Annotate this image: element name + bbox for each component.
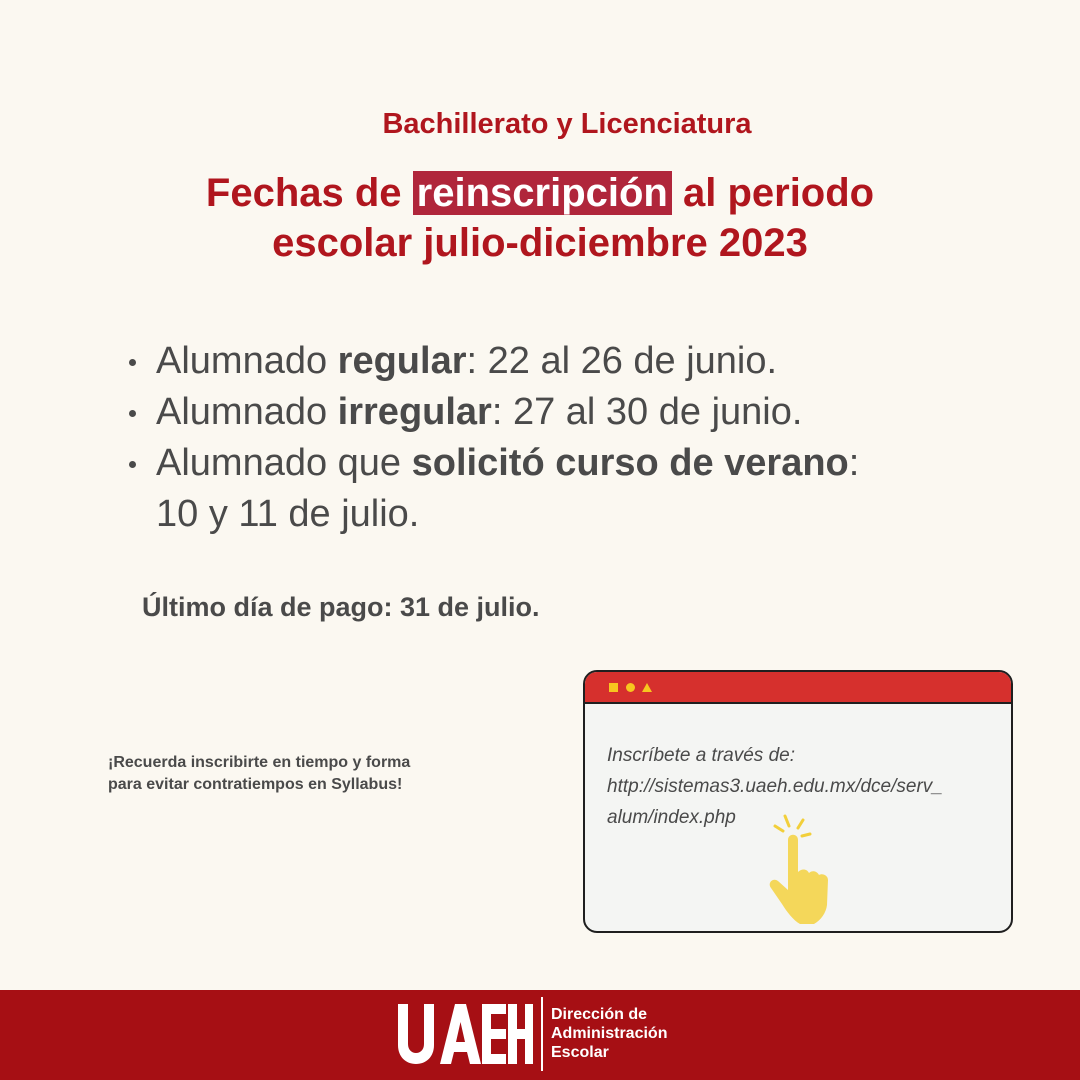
- schedule-item-bold: solicitó curso de verano: [411, 442, 849, 484]
- department-line-3: Escolar: [551, 1044, 609, 1061]
- reminder-line-2: para evitar contratiempos en Syllabus!: [108, 776, 403, 793]
- schedule-item-prefix: Alumnado: [156, 391, 338, 433]
- triangle-icon: [642, 683, 652, 692]
- reminder-note: [108, 752, 508, 796]
- browser-title-bar: [585, 672, 1011, 704]
- schedule-item-prefix: Alumnado que: [156, 442, 412, 484]
- schedule-item-bold: irregular: [337, 391, 492, 433]
- reminder-line-1: ¡Recuerda inscribirte en tiempo y forma: [108, 754, 411, 771]
- circle-icon: [626, 683, 635, 692]
- payment-deadline: Último día de pago: 31 de julio.: [142, 592, 540, 622]
- browser-window-card: [583, 670, 1013, 933]
- page-title: [0, 168, 1080, 268]
- department-line-1: Dirección de: [551, 1006, 648, 1023]
- schedule-list: [156, 336, 876, 540]
- department-line-2: Administración: [551, 1025, 668, 1042]
- title-suffix: al periodo: [671, 171, 875, 215]
- registration-url-line-2[interactable]: alum/index.php: [607, 807, 736, 828]
- subtitle: Bachillerato y Licenciatura: [382, 108, 752, 140]
- department-name: [551, 1005, 667, 1062]
- schedule-item-regular: [156, 336, 876, 387]
- footer-bar: [0, 990, 1080, 1080]
- square-icon: [609, 683, 618, 692]
- schedule-item-prefix: Alumnado: [156, 340, 338, 382]
- pointing-hand-icon: [753, 812, 843, 927]
- schedule-item-suffix: : 27 al 30 de junio.: [491, 391, 803, 433]
- uaeh-logo: [398, 1004, 533, 1064]
- schedule-item-irregular: [156, 387, 876, 438]
- title-line-2: escolar julio-diciembre 2023: [272, 221, 808, 265]
- registration-intro: Inscríbete a través de:: [607, 745, 795, 766]
- title-highlight: reinscripción: [413, 171, 672, 215]
- schedule-item-bold: regular: [337, 340, 467, 382]
- schedule-item-suffix: : 22 al 26 de junio.: [466, 340, 778, 382]
- registration-url-line-1[interactable]: http://sistemas3.uaeh.edu.mx/dce/serv_: [607, 776, 943, 797]
- footer-divider: [541, 997, 543, 1071]
- schedule-item-suffix: : 10 y 11 de julio.: [156, 442, 860, 535]
- schedule-item-summer: [156, 438, 876, 540]
- title-prefix: Fechas de: [205, 171, 413, 215]
